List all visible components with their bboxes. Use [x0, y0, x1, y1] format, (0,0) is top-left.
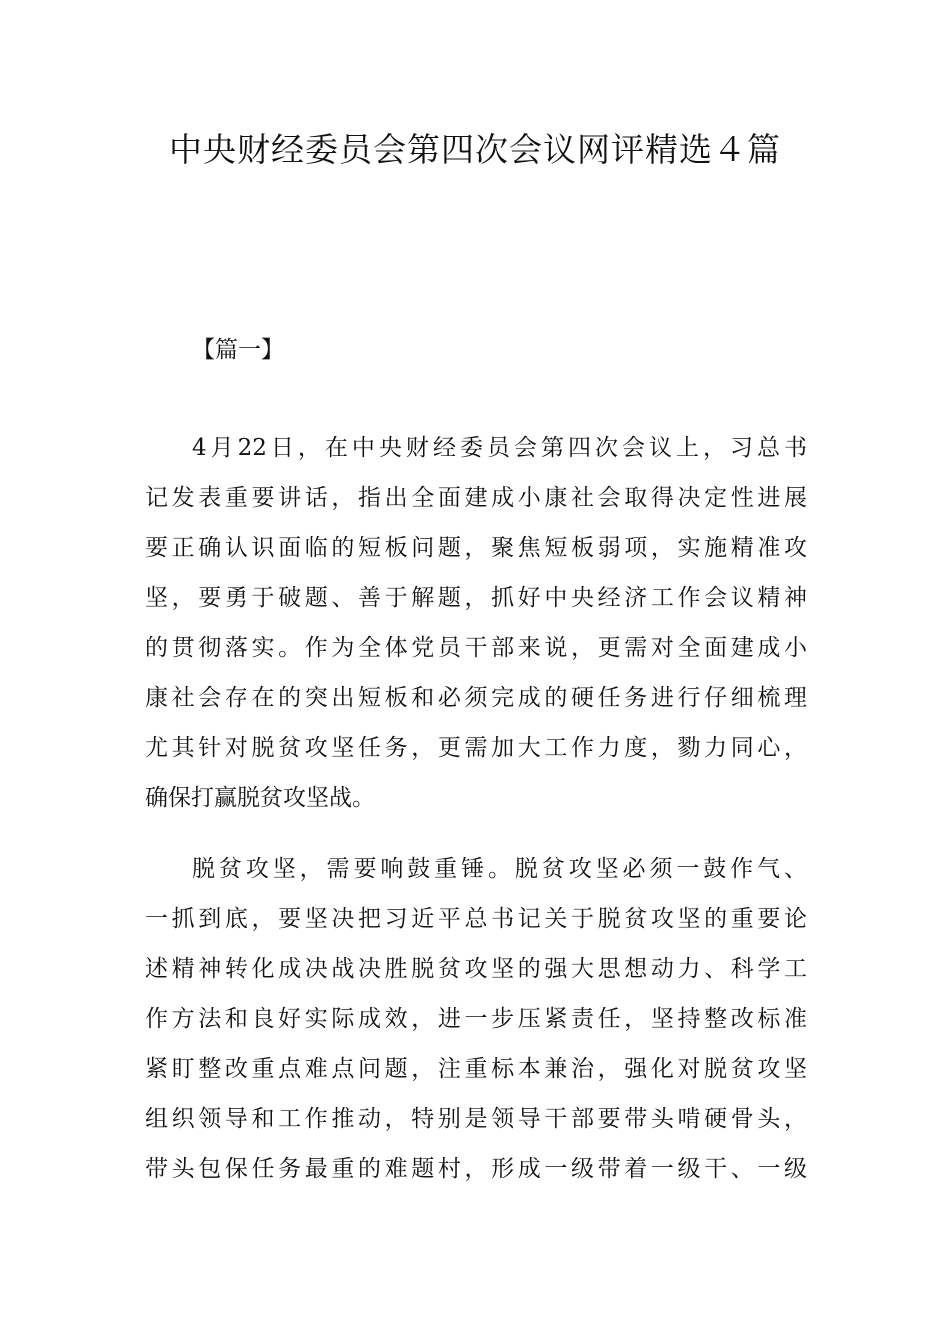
paragraph-line: 组织领导和工作推动，特别是领导干部要带头啃硬骨头， — [145, 1106, 807, 1132]
paragraph-line: 一抓到底，要坚决把习近平总书记关于脱贫攻坚的重要论 — [145, 906, 807, 932]
paragraph-line: 紧盯整改重点难点问题，注重标本兼治，强化对脱贫攻坚 — [145, 1056, 807, 1082]
paragraph-line: 脱贫攻坚，需要响鼓重锤。脱贫攻坚必须一鼓作气、 — [192, 856, 807, 882]
paragraph-line: 4月22日，在中央财经委员会第四次会议上，习总书 — [192, 435, 807, 461]
paragraph-line: 记发表重要讲话，指出全面建成小康社会取得决定性进展 — [145, 485, 807, 511]
paragraph-1 — [145, 423, 807, 823]
paragraph-line: 确保打赢脱贫攻坚战。 — [145, 785, 375, 811]
paragraph-line: 带头包保任务最重的难题村，形成一级带着一级干、一级 — [145, 1156, 807, 1182]
paragraph-line: 要正确认识面临的短板问题，聚焦短板弱项，实施精准攻 — [145, 535, 807, 561]
paragraph-line: 述精神转化成决战决胜脱贫攻坚的强大思想动力、科学工 — [145, 956, 807, 982]
paragraph-line: 的贯彻落实。作为全体党员干部来说，更需对全面建成小 — [145, 635, 807, 661]
paragraph-line: 作方法和良好实际成效，进一步压紧责任，坚持整改标准 — [145, 1006, 807, 1032]
paragraph-line: 坚，要勇于破题、善于解题，抓好中央经济工作会议精神 — [145, 585, 807, 611]
document-title: 中央财经委员会第四次会议网评精选４篇 — [169, 130, 781, 169]
paragraph-line: 尤其针对脱贫攻坚任务，更需加大工作力度，勠力同心， — [145, 735, 807, 761]
paragraph-line: 康社会存在的突出短板和必须完成的硬任务进行仔细梳理 — [145, 685, 807, 711]
section-heading: 【篇一】 — [192, 337, 284, 363]
paragraph-2 — [145, 844, 807, 1194]
